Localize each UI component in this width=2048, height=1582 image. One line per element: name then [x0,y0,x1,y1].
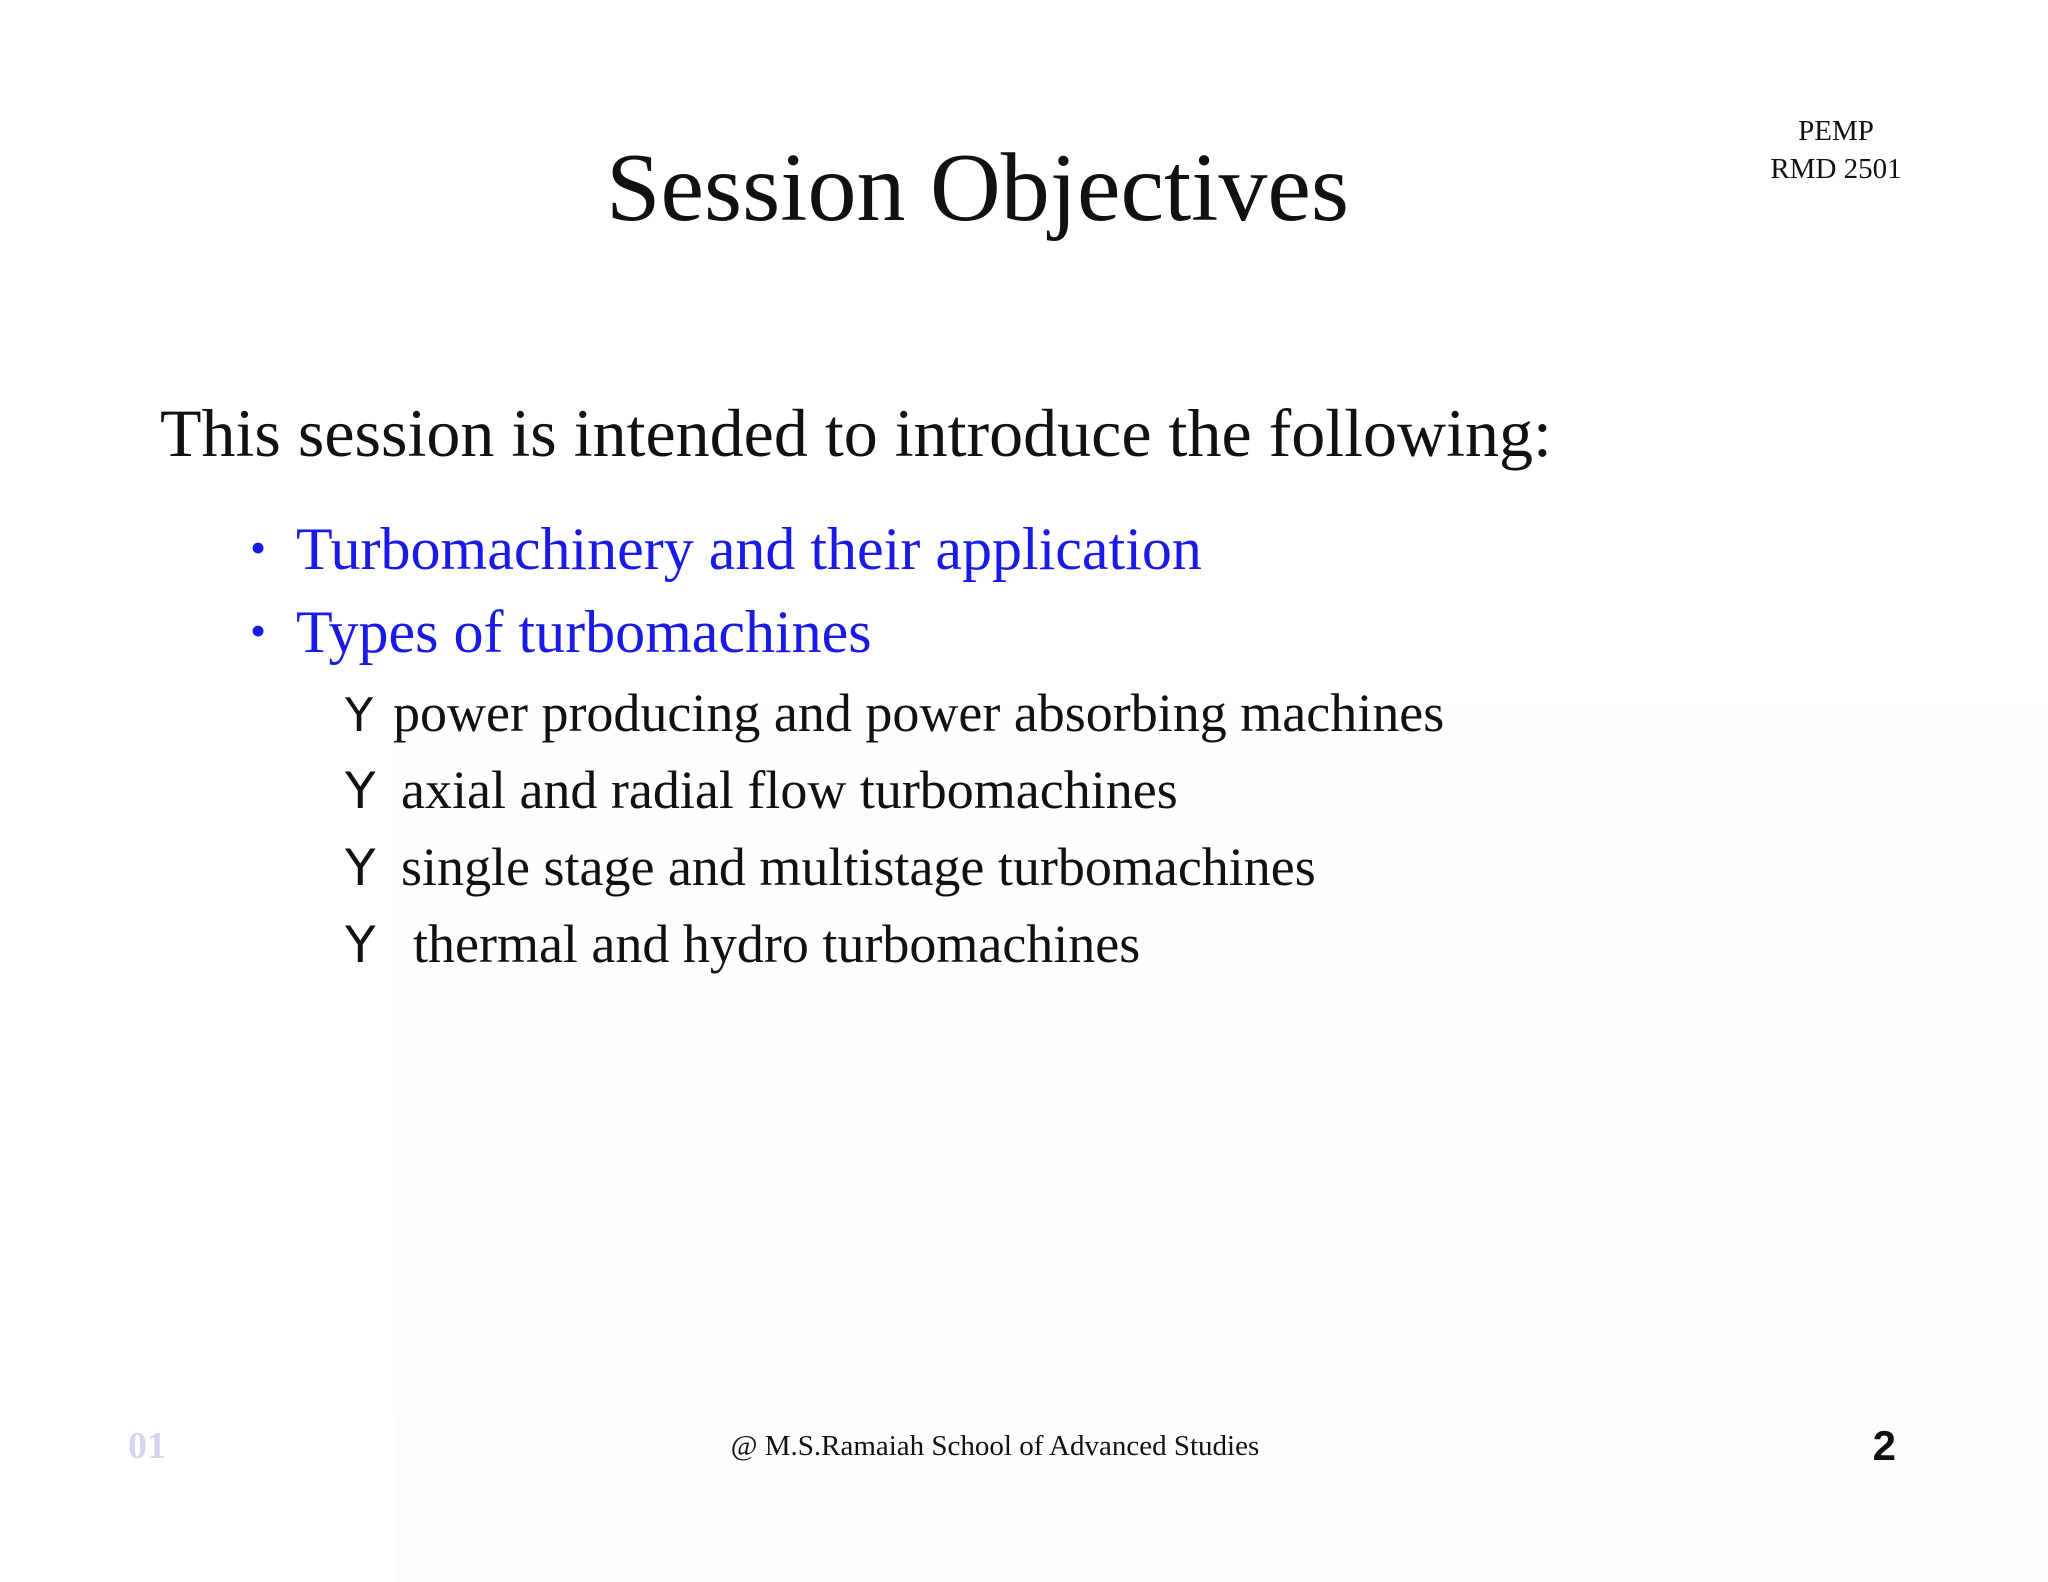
course-code-program: PEMP [1798,115,1874,147]
bullet-dot-icon: • [250,522,267,573]
bullet-item [250,515,1202,598]
y-marker-icon: Y [345,839,376,897]
y-marker-icon: Y [345,916,376,974]
bullet-text: Types of turbomachines [296,599,872,665]
bullet-dot-icon: • [250,605,267,656]
sub-item-text: thermal and hydro turbomachines [413,914,1141,974]
sub-item [345,759,1444,836]
bullet-item [250,598,1202,681]
objective-bullets [250,515,1202,681]
slide-title: Session Objectives [605,134,1350,242]
turbomachine-types-list [345,682,1444,990]
course-code-number: RMD 2501 [1770,153,1902,185]
sub-item-text: axial and radial flow turbomachines [401,760,1178,820]
bullet-text: Turbomachinery and their application [296,516,1202,582]
y-marker-icon: Y [345,688,374,742]
footer-slide-code: 01 [128,1425,166,1467]
sub-item-text: single stage and multistage turbomachines [401,837,1316,897]
y-marker-icon: Y [345,762,376,820]
sub-item [345,913,1444,990]
page-number: 2 [1872,1422,1896,1469]
sub-item [345,836,1444,913]
sub-item-text: power producing and power absorbing machines [393,683,1445,743]
intro-text: This session is intended to introduce the following: [160,395,1552,471]
footer-institution: @ M.S.Ramaiah School of Advanced Studies [730,1430,1260,1462]
sub-item [345,682,1444,759]
